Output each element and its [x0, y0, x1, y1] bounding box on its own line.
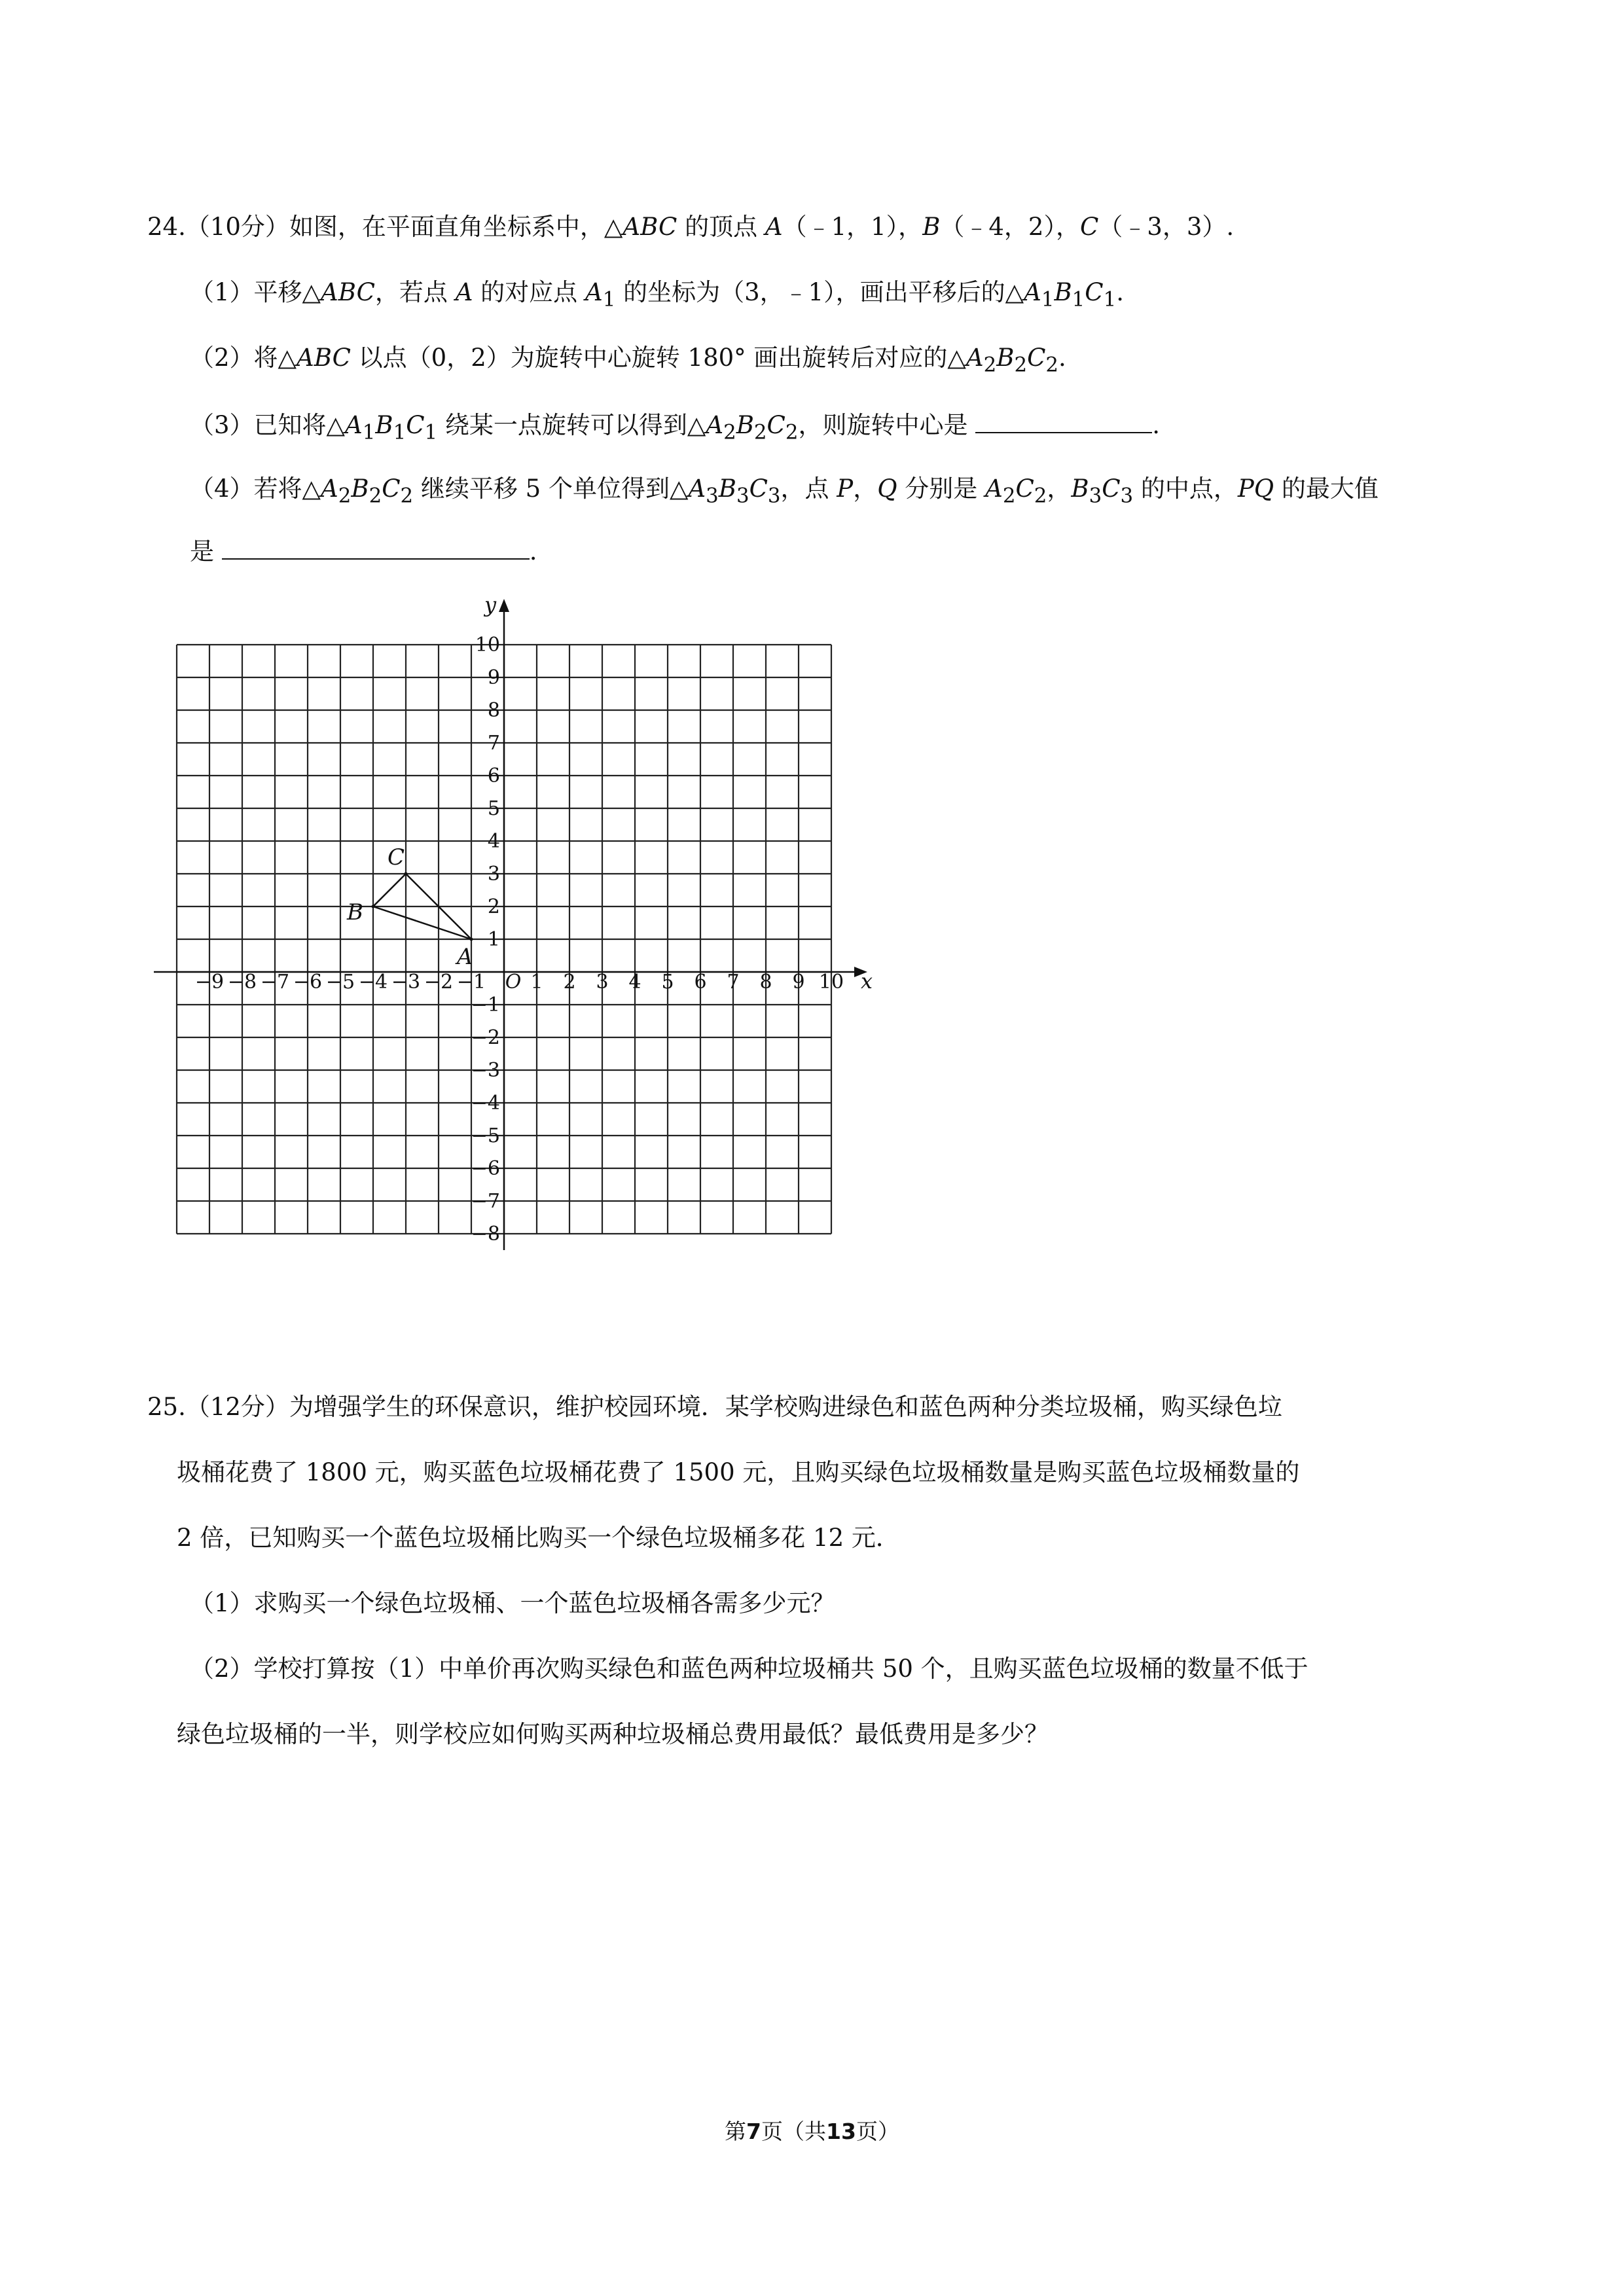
y-axis-label: y [484, 592, 497, 617]
q25-score: （12分） [185, 1393, 289, 1421]
x-tick-label: −2 [424, 971, 454, 994]
page-footer: 第7页（共13页） [725, 2119, 899, 2144]
page-total: 13 [826, 2119, 856, 2144]
x-tick-label: 10 [818, 971, 844, 994]
y-tick-label: 1 [487, 928, 500, 951]
page-number: 7 [746, 2119, 762, 2144]
x-tick-label: 7 [727, 971, 740, 994]
y-tick-label: −7 [471, 1190, 500, 1213]
y-tick-label: 5 [487, 797, 500, 820]
q24-part3: （3）已知将$\triangle A_1B_1C_1$ 绕某一点旋转可以得到$\triangle A_2B_2C_2$，则旋转中心是 . [190, 407, 1160, 448]
q24-stem: 24.（10分）如图，在平面直角坐标系中，△ABC 的顶点 A（﹣1，1），B（﹣4，2），C（﹣3，3）. [147, 213, 1235, 241]
y-tick-label: −2 [471, 1026, 500, 1049]
vertex-label-c: C [388, 844, 405, 870]
y-tick-label: 9 [487, 666, 500, 689]
x-tick-label: 4 [628, 971, 641, 994]
x-tick-label: O [505, 971, 522, 994]
y-tick-label: 7 [487, 732, 500, 755]
q24-part2: （2）将△ABC 以点（0，2）为旋转中心旋转 180° 画出旋转后对应的$\triangle A_2B_2C_2$. [190, 344, 1066, 377]
q25-part1: （1）求购买一个绿色垃圾桶、一个蓝色垃圾桶各需多少元？ [190, 1589, 835, 1617]
y-tick-label: 3 [487, 863, 500, 886]
x-tick-label: −8 [227, 971, 257, 994]
vertex-point-c [405, 872, 408, 876]
q25-number: 25. [147, 1393, 186, 1421]
x-tick-label: 3 [596, 971, 609, 994]
q24-part4-line2: 是 . [190, 533, 537, 568]
y-tick-label: −8 [471, 1223, 500, 1246]
q25-part2-line1: （2）学校打算按（1）中单价再次购买绿色和蓝色两种垃圾桶共 50 个，且购买蓝色垃圾桶的数量不低于 [190, 1655, 1308, 1683]
y-tick-label: 10 [475, 634, 500, 656]
x-tick-label: −4 [358, 971, 388, 994]
vertex-point-b [372, 905, 375, 908]
x-axis-label: x [861, 969, 873, 994]
vertex-point-a [470, 938, 473, 941]
vertex-label-b: B [347, 899, 363, 925]
y-tick-label: −1 [471, 994, 500, 1016]
y-tick-label: −4 [471, 1092, 500, 1115]
y-tick-label: −5 [471, 1124, 500, 1147]
x-tick-label: 1 [530, 971, 543, 994]
x-tick-label: 2 [563, 971, 576, 994]
x-tick-label: −5 [325, 971, 355, 994]
x-tick-label: 9 [792, 971, 805, 994]
q25-part2-line2: 绿色垃圾桶的一半，则学校应如何购买两种垃圾桶总费用最低？最低费用是多少？ [177, 1720, 1049, 1748]
x-tick-label: −9 [194, 971, 225, 994]
y-tick-label: 8 [487, 699, 500, 722]
y-tick-label: −6 [471, 1157, 500, 1180]
q25-stem-line2: 圾桶花费了 1800 元，购买蓝色垃圾桶花费了 1500 元，且购买绿色垃圾桶数量是购买蓝色垃圾桶数量的 [177, 1458, 1300, 1486]
q24-number: 24. [147, 213, 186, 241]
q25-stem-line1: 25.（12分）为增强学生的环保意识，维护校园环境．某学校购进绿色和蓝色两种分类垃圾桶，购买绿色垃 [147, 1393, 1282, 1421]
q24-part4: （4）若将$\triangle A_2B_2C_2$ 继续平移 5 个单位得到$\triangle A_3B_3C_3$，点 P，Q 分别是 $A_2C_2$，$B_3C_3$ 的中点，PQ 的最大值 [190, 475, 1379, 508]
y-axis-arrow-icon [499, 599, 509, 612]
x-tick-label: −7 [260, 971, 290, 994]
y-tick-label: 2 [487, 895, 500, 918]
y-tick-label: 6 [487, 764, 500, 787]
x-tick-label: 8 [759, 971, 772, 994]
y-tick-label: −3 [471, 1059, 500, 1082]
q24-score: （10分） [185, 213, 289, 241]
y-tick-label: 4 [487, 830, 500, 853]
q24-part1: （1）平移△ABC，若点 A 的对应点 $A_1$ 的坐标为（3，﹣1），画出平移后的$\triangle A_1B_1C_1$. [190, 278, 1124, 312]
vertex-label-a: A [457, 944, 473, 970]
x-tick-label: −6 [293, 971, 323, 994]
x-tick-label: 5 [661, 971, 674, 994]
x-tick-label: −1 [456, 971, 486, 994]
q25-stem-line3: 2 倍，已知购买一个蓝色垃圾桶比购买一个绿色垃圾桶多花 12 元． [177, 1524, 900, 1552]
x-tick-label: 6 [694, 971, 707, 994]
x-tick-label: −3 [391, 971, 421, 994]
